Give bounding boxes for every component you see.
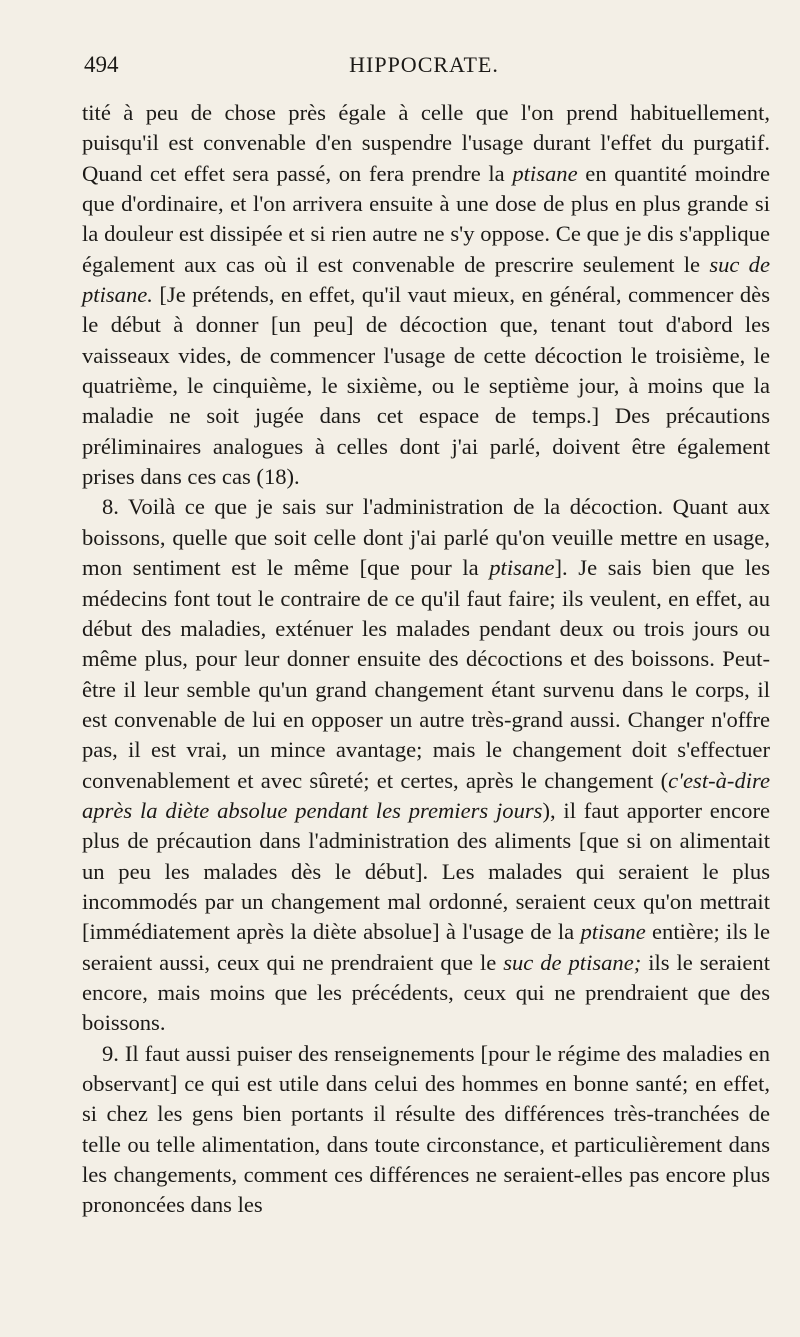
running-title: HIPPOCRATE. xyxy=(349,52,499,77)
body-text xyxy=(82,98,770,1221)
paragraph-9: 9. Il faut aussi puiser des renseignements [pour le régime des maladies en observant] ce qui est utile dans celui des hommes en bonne santé; en effet, si chez les gens bien portants il résulte des différences très-tranchées de telle ou telle alimentation, dans toute circonstance, et particulièrement dans les changements, comment ces différences ne seraient-elles pas encore plus prononcées dans les xyxy=(82,1040,770,1218)
paragraph-8: 8. Voilà ce que je sais sur l'administration de la décoction. Quant aux boissons, quelle que soit celle dont j'ai parlé qu'on veuille mettre en usage, mon sentiment est le même [que pour la ptisane]. Je sais bien que les médecins font tout le contraire de ce qu'il faut faire; ils veulent, en effet, au début des maladies, exténuer les malades pendant deux ou trois jours ou même plus, pour leur donner ensuite des décoctions et des boissons. Peut-être il leur semble qu'un grand changement étant survenu dans le corps, il est convenable de lui en opposer un autre très-grand aussi. Changer n'offre pas, il est vrai, un mince avantage; mais le changement doit s'effectuer convenablement et avec sûreté; et certes, après le changement (c'est-à-dire après la diète absolue pendant les premiers jours), il faut apporter encore plus de précaution dans l'administration des aliments [que si on alimentait un peu les malades dès le début]. Les malades qui seraient le plus incommodés par un changement mal ordonné, seraient ceux qu'on mettrait [immédiatement après la diète absolue] à l'usage de la ptisane entière; ils le seraient aussi, ceux qui ne prendraient que le suc de ptisane; ils le seraient encore, mais moins que les précédents, ceux qui ne prendraient que des boissons. xyxy=(82,494,771,1036)
paragraph-continuation: tité à peu de chose près égale à celle que l'on prend habituellement, puisqu'il est convenable d'en suspendre l'usage durant l'effet du purgatif. Quand cet effet sera passé, on fera prendre la ptisane en quantité moindre que d'ordinaire, et l'on arrivera ensuite à une dose de plus en plus grande si la douleur est dissipée et si rien autre ne s'y oppose. Ce que je dis s'applique également aux cas où il est convenable de prescrire seulement le suc de ptisane. [Je prétends, en effet, qu'il vaut mieux, en général, commencer dès le début à donner [un peu] de décoction que, tenant tout d'abord les vaisseaux vides, de commencer l'usage de cette décoction le troisième, le quatrième, le cinquième, le sixième, ou le septième jour, à moins que la maladie ne soit jugée dans cet espace de temps.] Des précautions préliminaires analogues à celles dont j'ai parlé, doivent être également prises dans ces cas (18). xyxy=(82,100,770,490)
page-header xyxy=(84,52,764,86)
page-number: 494 xyxy=(84,52,119,77)
